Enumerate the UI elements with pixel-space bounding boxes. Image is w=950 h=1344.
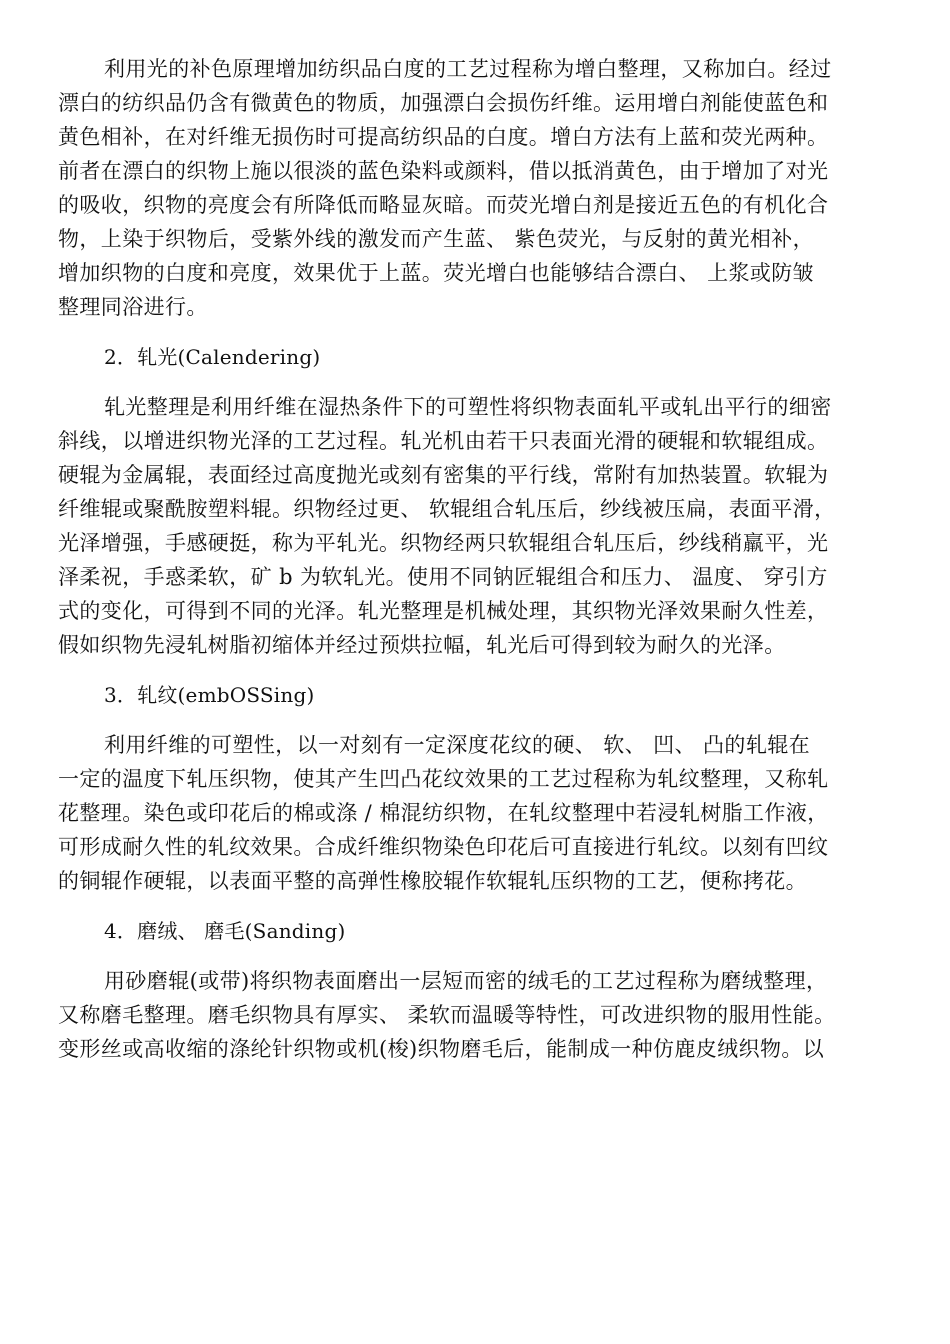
paragraph-whitening [58,52,898,324]
paragraph-line: 又称磨毛整理。磨毛织物具有厚实、 柔软而温暖等特性，可改进织物的服用性能。 [58,1003,836,1027]
paragraph-embossing [58,728,898,898]
paragraph-sanding [58,964,898,1066]
paragraph-line: 物，上染于织物后，受紫外线的激发而产生蓝、 紫色荧光，与反射的黄光相补， [58,227,815,251]
paragraph-line: 纤维辊或聚酰胺塑料辊。织物经过更、 软辊组合轧压后，纱线被压扁，表面平滑， [58,497,836,521]
paragraph-line: 整理同浴进行。 [58,295,208,319]
paragraph-line: 前者在漂白的织物上施以很淡的蓝色染料或颜料，借以抵消黄色，由于增加了对光 [58,159,829,183]
paragraph-line: 花整理。染色或印花后的棉或涤 / 棉混纺织物，在轧纹整理中若浸轧树脂工作液， [58,801,829,825]
paragraph-line: 黄色相补，在对纤维无损伤时可提高纺织品的白度。增白方法有上蓝和荧光两种。 [58,125,829,149]
paragraph-line: 可形成耐久性的轧纹效果。合成纤维织物染色印花后可直接进行轧纹。以刻有凹纹 [58,835,829,859]
paragraph-line: 斜线，以增进织物光泽的工艺过程。轧光机由若干只表面光滑的硬辊和软辊组成。 [58,429,829,453]
paragraph-line: 变形丝或高收缩的涤纶针织物或机(梭)织物磨毛后，能制成一种仿鹿皮绒织物。以 [58,1037,825,1061]
paragraph-line: 光泽增强，手感硬挺，称为平轧光。织物经两只软辊组合轧压后，纱线稍羸平，光 [58,531,829,555]
paragraph-line: 的铜辊作硬辊，以表面平整的高弹性橡胶辊作软辊轧压织物的工艺，便称拷花。 [58,869,807,893]
paragraph-line: 一定的温度下轧压织物，使其产生凹凸花纹效果的工艺过程称为轧纹整理，又称轧 [58,767,829,791]
paragraph-line: 增加织物的白度和亮度，效果优于上蓝。荧光增白也能够结合漂白、 上浆或防皱 [58,261,815,285]
paragraph-line: 利用纤维的可塑性，以一对刻有一定深度花纹的硬、 软、 凹、 凸的轧辊在 [104,733,811,757]
paragraph-calendering [58,390,898,662]
paragraph-line: 硬辊为金属辊，表面经过高度抛光或刻有密集的平行线，常附有加热装置。软辊为 [58,463,829,487]
section-heading-calendering: 2．轧光(Calendering) [104,345,321,369]
paragraph-line: 泽柔祝，手惑柔软，矿 b 为软轧光。使用不同钠匠辊组合和压力、 温度、 穿引方 [58,565,828,589]
section-heading-sanding: 4．磨绒、 磨毛(Sanding) [104,919,346,943]
paragraph-line: 漂白的纺织品仍含有微黄色的物质，加强漂白会损伤纤维。运用增白剂能使蓝色和 [58,91,829,115]
paragraph-line: 利用光的补色原理增加纺织品白度的工艺过程称为增白整理，又称加白。经过 [104,57,832,81]
paragraph-line: 式的变化，可得到不同的光泽。轧光整理是机械处理，其织物光泽效果耐久性差， [58,599,829,623]
section-heading-embossing: 3．轧纹(embOSSing) [104,683,315,707]
paragraph-line: 轧光整理是利用纤维在湿热条件下的可塑性将织物表面轧平或轧出平行的细密 [104,395,832,419]
paragraph-line: 用砂磨辊(或带)将织物表面磨出一层短而密的绒毛的工艺过程称为磨绒整理， [104,969,828,993]
document-page [58,52,898,1066]
paragraph-line: 假如织物先浸轧树脂初缩体并经过预烘拉幅，轧光后可得到较为耐久的光泽。 [58,633,786,657]
paragraph-line: 的吸收，织物的亮度会有所降低而略显灰暗。而荧光增白剂是接近五色的有机化合 [58,193,829,217]
